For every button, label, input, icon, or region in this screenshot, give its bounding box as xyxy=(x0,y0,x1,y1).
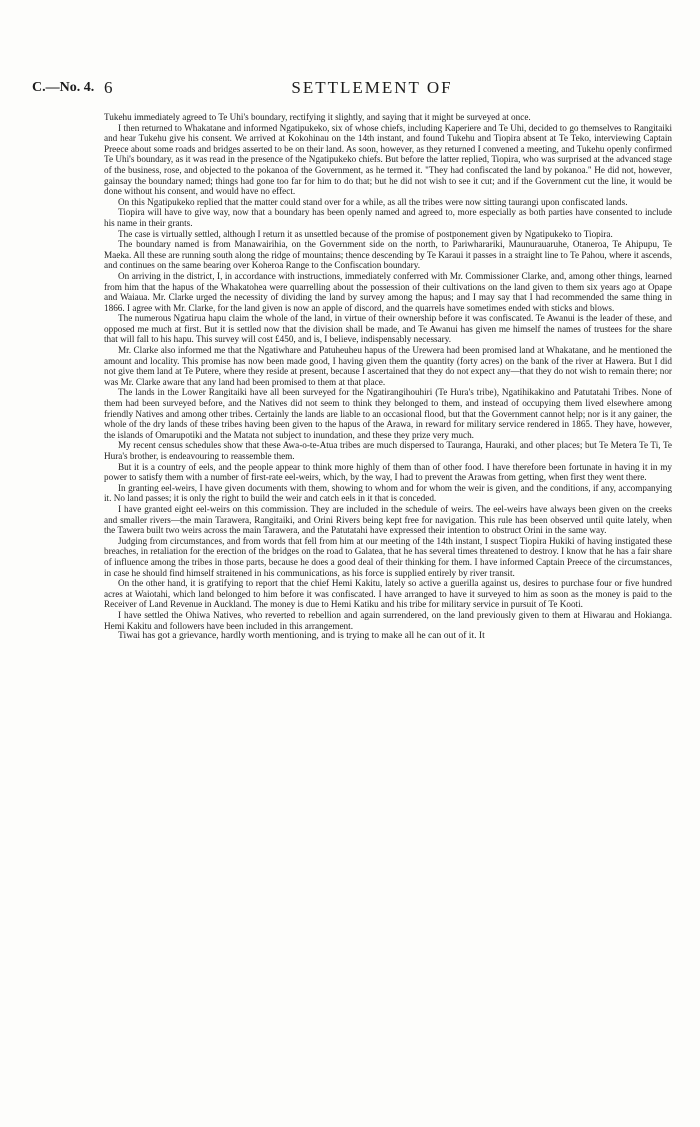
paragraph: I then returned to Whakatane and informed Ngatipukeko, six of whose chiefs, including Kaperiere and Te Uhi, decided to go themselves to Rangitaiki and hear Tukehu give his consent. We arrived at Kokohinau on the 14th instant, and found Tukehu and Tiopira absent at Te Teko, interviewing Captain Preece about some roads and bridges asserted to be on their land. As soon, however, as they returned I convened a meeting, and Tukehu openly confirmed Te Uhi's boundary, as it was read in the presence of the Ngatipukeko chiefs. But before the latter replied, Tiopira, who was surprised at the advanced stage of the business, rose, and objected to the pokanoa of the Government, as he termed it. "They had confiscated the land by pokanoa." He did not, however, gainsay the boundary named; things had gone too far for him to do that; but he did not wish to see it cut; and if the Government cut the line, it would be done without his consent, and would have no effect. xyxy=(104,122,672,197)
paragraph: The case is virtually settled, although I return it as unsettled because of the promise of postponement given by Ngatipukeko to Tiopira. xyxy=(118,228,613,239)
paragraph: Tiopira will have to give way, now that a boundary has been openly named and agreed to, more especially as both parties have consented to include his name in their grants. xyxy=(104,207,672,228)
paragraph: In granting eel-weirs, I have given documents with them, showing to whom and for whom the weir is given, and the conditions, if any, accompanying it. No land passes; it is only the right to build the weir and catch eels in it that is conceded. xyxy=(104,482,672,504)
paragraph: Tiwai has got a grievance, hardly worth mentioning, and is trying to make all he can out of it. It xyxy=(118,630,485,642)
paragraph: Mr. Clarke also informed me that the Ngatiwhare and Patuheuheu hapus of the Urewera had been promised land at Whakatane, and he mentioned the amount and locality. This promise has now been made good, I having given them the quantity (forty acres) on the bank of the river at Hawera. But I did not give them land at Te Putere, where they reside at present, because I ascertained that they do not expect any—that they do not wish to remain there; nor was Mr. Clarke aware that any land had been promised to them at that place. xyxy=(104,345,672,387)
paragraph: The numerous Ngatirua hapu claim the whole of the land, in virtue of their ownership before it was confiscated. Te Awanui is the leader of these, and opposed me much at first. But it is settled now that the division shall be made, and Te Awanui has given me himself the names of trustees for the share that will fall to his hapu. This survey will cost £450, and is, I believe, indispensably necessary. xyxy=(104,313,672,345)
page-header xyxy=(32,78,672,100)
paragraph: On this Ngatipukeko replied that the matter could stand over for a while, as all the tribes were now sitting taurangi upon confiscated lands. xyxy=(118,196,628,207)
page-number: 6 xyxy=(104,78,113,97)
paragraph: I have settled the Ohiwa Natives, who reverted to rebellion and again surrendered, on the land previously given to them at Hiwarau and Hokianga. Hemi Kakitu and followers have been included in this arrangement. xyxy=(104,609,672,631)
paragraph: Tukehu immediately agreed to Te Uhi's boundary, rectifying it slightly, and saying that it might be surveyed at once. xyxy=(104,112,531,122)
paragraph: On the other hand, it is gratifying to report that the chief Hemi Kakitu, lately so active a guerilla against us, desires to purchase four or five hundred acres at Waiotahi, which land belonged to him before it was confiscated. I have arranged to have it surveyed to him as soon as the money is paid to the Receiver of Land Revenue in Auckland. The money is due to Hemi Katiku and his tribe for military service in pursuit of Te Kooti. xyxy=(104,578,672,610)
body-text xyxy=(104,112,672,642)
paragraph: But it is a country of eels, and the people appear to think more highly of them than of other food. I have therefore been fortunate in having it in my power to satisfy them with a number of first-rate eel-weirs, which, by the way, I had to prevent the Arawas from getting, when first they went there. xyxy=(104,461,672,483)
paragraph: The lands in the Lower Rangitaiki have all been surveyed for the Ngatirangihouhiri (Te Hura's tribe), Ngatihikakino and Patutatahi Tribes. None of them had been surveyed before, and the Natives did not seem to think they belonged to them, and instead of occupying them lived elsewhere among friendly Natives and among other tribes. Certainly the lands are liable to an occasional flood, but that the Government cannot help; nor is it any gainer, the whole of the dry lands of these tribes having been given to the hapus of the Arawa, in reward for military service rendered in 1865. They have, however, the islands of Omarupotiki and the Matata not subject to inundation, and these they prize very much. xyxy=(104,387,672,440)
paragraph: Judging from circumstances, and from words that fell from him at our meeting of the 14th instant, I suspect Tiopira Hukiki of having instigated these breaches, in retaliation for the erection of the bridges on the road to Galatea, that he has several times threatened to destroy. I know that he has a fair share of influence among the tribes in those parts, because he does a good deal of their thinking for them. I have informed Captain Preece of the circumstances, in case he should find himself straitened in his communications, as his force is supplied entirely by river transit. xyxy=(104,535,672,578)
paragraph: On arriving in the district, I, in accordance with instructions, immediately conferred with Mr. Commissioner Clarke, and, among other things, learned from him that the hapus of the Whakatohea were quarrelling about the possession of their cultivations on the land given to them six years ago at Opape and Waiaua. Mr. Clarke urged the necessity of dividing the land by survey among the hapus; and I may say that I had recommended the same thing in 1866. I agree with Mr. Clarke, for the land given is now an apple of discord, and the quarrels have sometimes ended with sticks and blows. xyxy=(104,270,672,313)
document-reference: C.—No. 4. xyxy=(32,80,95,95)
paragraph: The boundary named is from Manawairihia, on the Government side on the north, to Pariwharariki, Maunurauaruhe, Otaneroa, Te Ahipupu, Te Maeka. All these are running south along the ridge of mountains; thence descending by Te Karaui it passes in a straight line to Te Pahou, where it ascends, and continues on the same bearing over Koheroa Range to the Confiscation boundary. xyxy=(104,239,672,271)
paragraph: I have granted eight eel-weirs on this commission. They are included in the schedule of weirs. The eel-weirs have always been given on the creeks and smaller rivers—the main Tarawera, Rangitaiki, and Orini Rivers being kept free for navigation. This rule has been observed until quite lately, when the Tawera built two weirs across the main Tarawera, and the Patutatahi have expressed their intention to obstruct Orini in the same way. xyxy=(104,503,672,536)
paragraph: My recent census schedules show that these Awa-o-te-Atua tribes are much dispersed to Tauranga, Hauraki, and other places; but Te Metera Te Ti, Te Hura's brother, is endeavouring to reassemble them. xyxy=(104,440,672,461)
running-title: SETTLEMENT OF xyxy=(291,78,453,97)
